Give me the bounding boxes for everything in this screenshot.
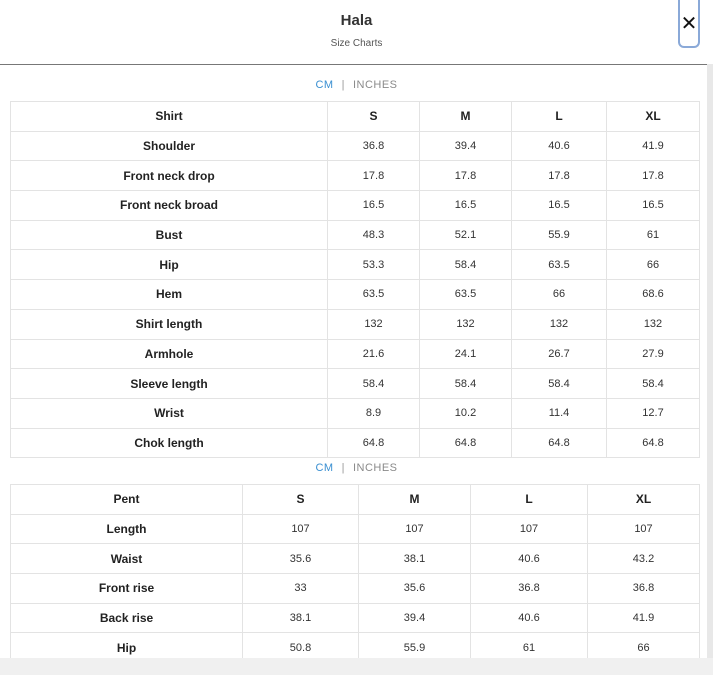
measurement-value: 132 <box>328 309 420 339</box>
bottom-edge <box>0 658 713 675</box>
column-header-size: M <box>359 485 471 515</box>
measurement-value: 63.5 <box>328 280 420 310</box>
table-row <box>11 369 700 399</box>
table-header-row <box>11 485 700 515</box>
measurement-value: 40.6 <box>512 131 607 161</box>
measurement-label: Shirt length <box>11 309 328 339</box>
unit-toggle-pent <box>0 462 713 474</box>
measurement-value: 39.4 <box>359 603 471 633</box>
measurement-value: 53.3 <box>328 250 420 280</box>
modal-header <box>0 0 713 65</box>
measurement-value: 17.8 <box>420 161 512 191</box>
measurement-value: 26.7 <box>512 339 607 369</box>
measurement-value: 35.6 <box>359 574 471 604</box>
measurement-value: 48.3 <box>328 220 420 250</box>
measurement-value: 16.5 <box>420 191 512 221</box>
measurement-value: 55.9 <box>359 633 471 663</box>
measurement-value: 38.1 <box>243 603 359 633</box>
column-header-size: M <box>420 102 512 132</box>
unit-cm-link[interactable]: CM <box>315 79 334 91</box>
table-row <box>11 280 700 310</box>
table-row <box>11 398 700 428</box>
measurement-value: 132 <box>607 309 700 339</box>
column-header-garment: Pent <box>11 485 243 515</box>
shirt-size-table <box>10 101 700 458</box>
measurement-label: Hem <box>11 280 328 310</box>
close-icon: ✕ <box>680 12 698 35</box>
measurement-value: 58.4 <box>328 369 420 399</box>
measurement-label: Armhole <box>11 339 328 369</box>
measurement-value: 63.5 <box>420 280 512 310</box>
table-row <box>11 339 700 369</box>
modal-title: Hala <box>340 12 373 29</box>
measurement-value: 40.6 <box>471 544 588 574</box>
unit-separator: | <box>341 79 345 91</box>
unit-cm-link[interactable]: CM <box>315 462 334 474</box>
measurement-value: 50.8 <box>243 633 359 663</box>
measurement-value: 66 <box>588 633 700 663</box>
measurement-label: Back rise <box>11 603 243 633</box>
measurement-value: 17.8 <box>328 161 420 191</box>
measurement-value: 21.6 <box>328 339 420 369</box>
measurement-value: 64.8 <box>607 428 700 458</box>
measurement-value: 39.4 <box>420 131 512 161</box>
measurement-value: 33 <box>243 574 359 604</box>
measurement-label: Sleeve length <box>11 369 328 399</box>
measurement-value: 16.5 <box>328 191 420 221</box>
measurement-value: 52.1 <box>420 220 512 250</box>
measurement-value: 55.9 <box>512 220 607 250</box>
measurement-value: 68.6 <box>607 280 700 310</box>
measurement-value: 35.6 <box>243 544 359 574</box>
measurement-value: 58.4 <box>512 369 607 399</box>
measurement-value: 38.1 <box>359 544 471 574</box>
measurement-label: Length <box>11 514 243 544</box>
measurement-value: 40.6 <box>471 603 588 633</box>
table-row <box>11 309 700 339</box>
table-row <box>11 191 700 221</box>
table-row <box>11 428 700 458</box>
unit-inches-link[interactable]: INCHES <box>352 79 398 91</box>
measurement-value: 58.4 <box>420 250 512 280</box>
column-header-size: S <box>243 485 359 515</box>
unit-inches-link[interactable]: INCHES <box>352 462 398 474</box>
column-header-size: L <box>512 102 607 132</box>
measurement-label: Front neck drop <box>11 161 328 191</box>
measurement-value: 58.4 <box>420 369 512 399</box>
column-header-size: XL <box>607 102 700 132</box>
table-row <box>11 514 700 544</box>
measurement-value: 64.8 <box>328 428 420 458</box>
measurement-label: Waist <box>11 544 243 574</box>
measurement-value: 36.8 <box>471 574 588 604</box>
table-row <box>11 161 700 191</box>
measurement-value: 16.5 <box>607 191 700 221</box>
measurement-label: Wrist <box>11 398 328 428</box>
measurement-value: 16.5 <box>512 191 607 221</box>
measurement-value: 27.9 <box>607 339 700 369</box>
table-row <box>11 250 700 280</box>
measurement-value: 107 <box>588 514 700 544</box>
modal-subtitle: Size Charts <box>330 38 383 49</box>
column-header-size: L <box>471 485 588 515</box>
measurement-value: 64.8 <box>420 428 512 458</box>
measurement-value: 8.9 <box>328 398 420 428</box>
measurement-value: 66 <box>512 280 607 310</box>
column-header-size: S <box>328 102 420 132</box>
table-row <box>11 603 700 633</box>
close-button[interactable] <box>678 0 700 48</box>
measurement-value: 36.8 <box>588 574 700 604</box>
table-row <box>11 574 700 604</box>
measurement-value: 43.2 <box>588 544 700 574</box>
measurement-value: 132 <box>512 309 607 339</box>
measurement-value: 64.8 <box>512 428 607 458</box>
measurement-value: 41.9 <box>607 131 700 161</box>
measurement-value: 36.8 <box>328 131 420 161</box>
unit-separator: | <box>341 462 345 474</box>
measurement-label: Front rise <box>11 574 243 604</box>
table-header-row <box>11 102 700 132</box>
measurement-value: 61 <box>607 220 700 250</box>
measurement-value: 41.9 <box>588 603 700 633</box>
measurement-label: Bust <box>11 220 328 250</box>
scrollbar[interactable] <box>707 64 713 664</box>
measurement-value: 107 <box>243 514 359 544</box>
measurement-value: 61 <box>471 633 588 663</box>
table-row <box>11 220 700 250</box>
measurement-value: 107 <box>471 514 588 544</box>
measurement-value: 58.4 <box>607 369 700 399</box>
measurement-label: Front neck broad <box>11 191 328 221</box>
table-row <box>11 544 700 574</box>
measurement-value: 17.8 <box>607 161 700 191</box>
pent-size-table <box>10 484 700 663</box>
table-row <box>11 131 700 161</box>
measurement-value: 11.4 <box>512 398 607 428</box>
measurement-value: 24.1 <box>420 339 512 369</box>
measurement-label: Shoulder <box>11 131 328 161</box>
measurement-value: 12.7 <box>607 398 700 428</box>
measurement-value: 63.5 <box>512 250 607 280</box>
measurement-label: Hip <box>11 250 328 280</box>
measurement-value: 66 <box>607 250 700 280</box>
unit-toggle-shirt <box>0 79 713 91</box>
measurement-value: 132 <box>420 309 512 339</box>
measurement-value: 107 <box>359 514 471 544</box>
column-header-size: XL <box>588 485 700 515</box>
measurement-value: 10.2 <box>420 398 512 428</box>
measurement-value: 17.8 <box>512 161 607 191</box>
measurement-label: Hip <box>11 633 243 663</box>
column-header-garment: Shirt <box>11 102 328 132</box>
measurement-label: Chok length <box>11 428 328 458</box>
